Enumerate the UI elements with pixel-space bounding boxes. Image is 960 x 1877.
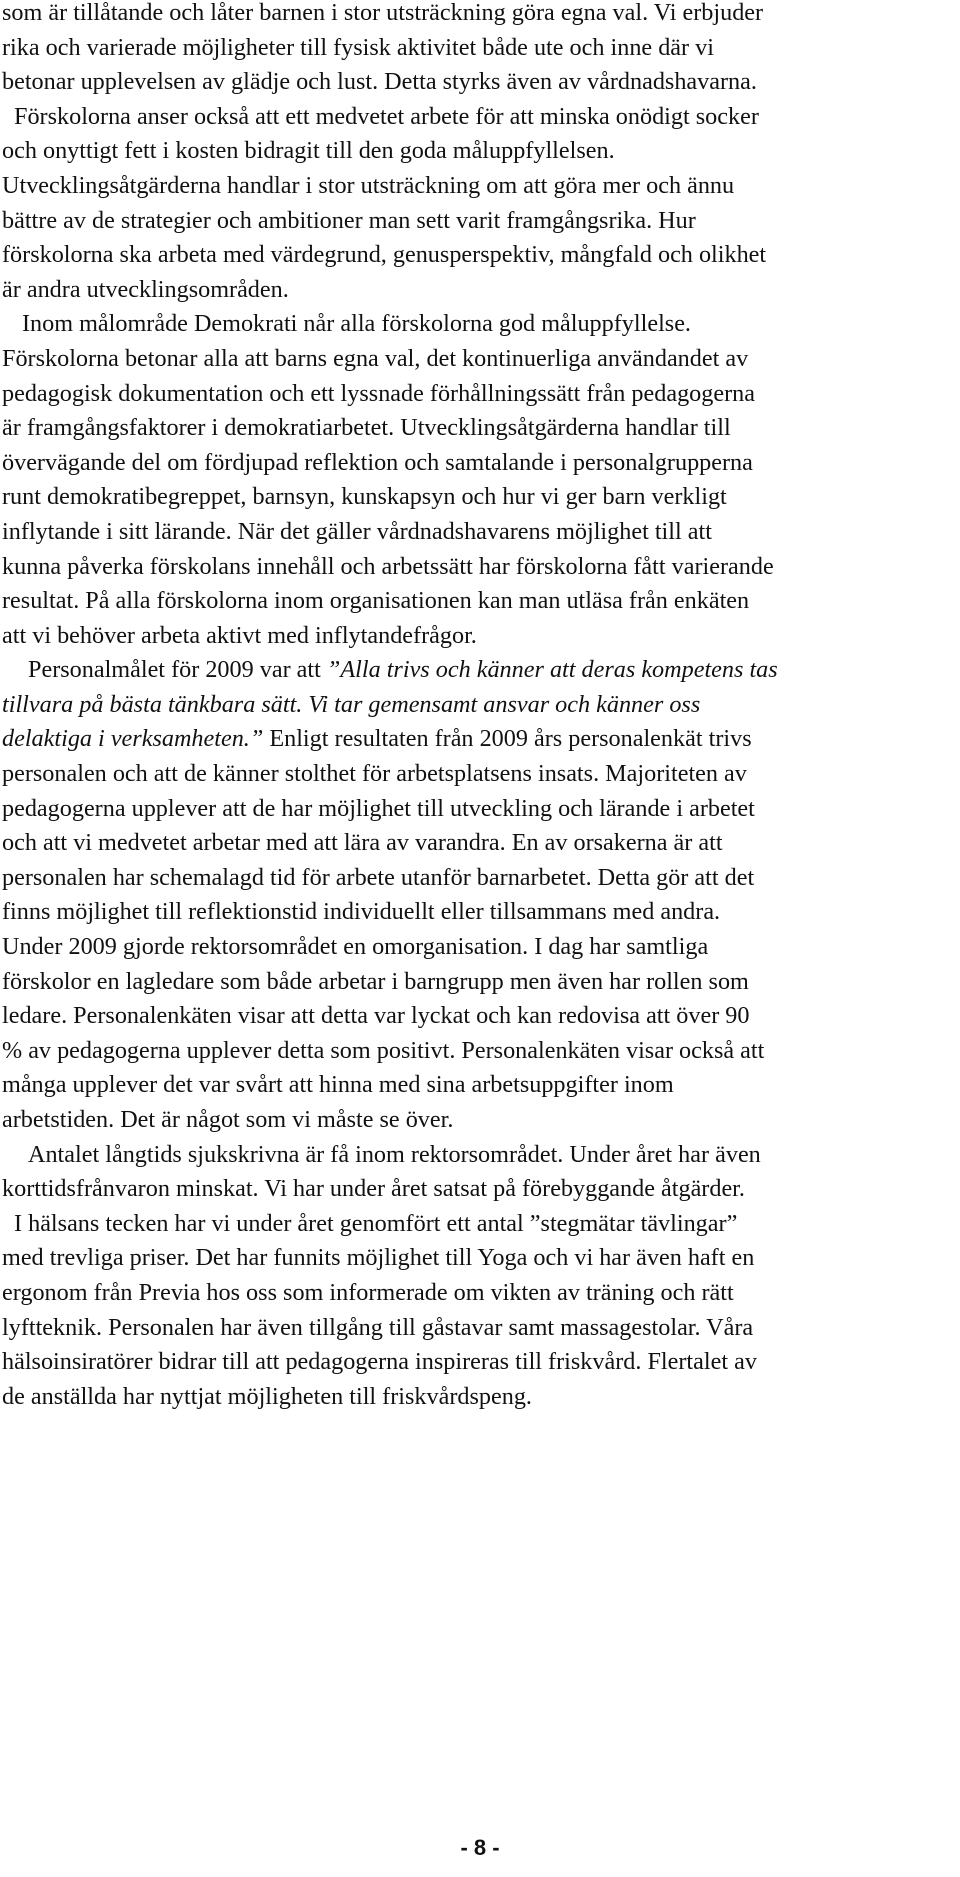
text-line-13: är framgångsfaktorer i demokratiarbetet. Utvecklingsåtgärderna handlar till — [2, 414, 731, 442]
text-line-1: som är tillåtande och låter barnen i stor utsträckning göra egna val. Vi erbjuder — [2, 0, 764, 26]
text-line-32: många upplever det var svårt att hinna med sina arbetsuppgifter inom — [2, 1071, 674, 1099]
text-line-12: pedagogisk dokumentation och ett lyssnade förhållningssätt från pedagogerna — [2, 379, 755, 407]
text-line-40: hälsoinsiratörer bidrar till att pedagogerna inspireras till friskvård. Flertalet av — [2, 1348, 757, 1376]
body-text — [2, 0, 802, 1414]
text-line-21-italic: tillvara på bästa tänkbara sätt. Vi tar gemensamt ansvar och känner oss — [2, 690, 701, 718]
text-line-41: de anställda har nyttjat möjligheten till friskvårdspeng. — [2, 1382, 532, 1410]
text-line-5: och onyttigt fett i kosten bidragit till den goda måluppfyllelsen. — [2, 137, 615, 165]
text-line-10: Inom målområde Demokrati når alla förskolorna god måluppfyllelse. — [22, 310, 691, 338]
text-line-31: % av pedagogerna upplever detta som positivt. Personalenkäten visar också att — [2, 1036, 765, 1064]
text-line-15: runt demokratibegreppet, barnsyn, kunskapsyn och hur vi ger barn verkligt — [2, 483, 727, 511]
text-line-28: Under 2009 gjorde rektorsområdet en omorganisation. I dag har samtliga — [2, 933, 709, 961]
text-line-21 — [2, 688, 802, 723]
text-line-33: arbetstiden. Det är något som vi måste se över. — [2, 1106, 454, 1133]
text-line-35: korttidsfrånvaron minskat. Vi har under året satsat på förebyggande åtgärder. — [2, 1175, 745, 1203]
text-line-22-regular: Enligt resultaten från 2009 års personalenkät trivs — [263, 725, 752, 753]
text-line-30: ledare. Personalenkäten visar att detta var lyckat och kan redovisa att över 90 — [2, 1002, 750, 1030]
page-number: - 8 - — [460, 1835, 500, 1860]
text-line-29: förskolor en lagledare som både arbetar i barngrupp men även har rollen som — [2, 967, 749, 995]
text-line-24: pedagogerna upplever att de har möjlighet till utveckling och lärande i arbetet — [2, 794, 755, 822]
text-line-22 — [2, 722, 802, 757]
text-line-3: betonar upplevelsen av glädje och lust. Detta styrks även av vårdnadshavarna. — [2, 68, 757, 96]
text-line-27: finns möjlighet till reflektionstid individuellt eller tillsammans med andra. — [2, 898, 721, 926]
text-line-6: Utvecklingsåtgärderna handlar i stor utsträckning om att göra mer och ännu — [2, 171, 735, 199]
text-line-20-regular: Personalmålet för 2009 var att — [28, 656, 327, 684]
text-line-20-italic: ”Alla trivs och känner att deras kompetens tas — [326, 656, 778, 684]
text-line-19: att vi behöver arbeta aktivt med inflytandefrågor. — [2, 621, 477, 649]
text-line-39: lyftteknik. Personalen har även tillgång till gåstavar samt massagestolar. Våra — [2, 1313, 754, 1341]
text-line-11: Förskolorna betonar alla att barns egna val, det kontinuerliga användandet av — [2, 344, 749, 372]
text-line-26: personalen har schemalagd tid för arbete utanför barnarbetet. Detta gör att det — [2, 863, 755, 891]
text-line-2: rika och varierade möjligheter till fysisk aktivitet både ute och inne där vi — [2, 33, 714, 61]
text-line-9: är andra utvecklingsområden. — [2, 275, 289, 303]
text-line-18: resultat. På alla förskolorna inom organisationen kan man utläsa från enkäten — [2, 587, 750, 615]
text-line-34: Antalet långtids sjukskrivna är få inom rektorsområdet. Under året har även — [28, 1140, 761, 1168]
text-line-37: med trevliga priser. Det har funnits möjlighet till Yoga och vi har även haft en — [2, 1244, 755, 1272]
text-line-25: och att vi medvetet arbetar med att lära av varandra. En av orsakerna är att — [2, 829, 723, 857]
text-line-4: Förskolorna anser också att ett medvetet arbete för att minska onödigt socker — [14, 102, 759, 130]
text-line-16: inflytande i sitt lärande. När det gäller vårdnadshavarens möjlighet till att — [2, 517, 712, 545]
text-line-22-italic: delaktiga i verksamheten.” — [2, 725, 264, 753]
text-line-14: övervägande del om fördjupad reflektion och samtalande i personalgrupperna — [2, 448, 753, 476]
text-line-8: förskolorna ska arbeta med värdegrund, genusperspektiv, mångfald och olikhet — [2, 241, 767, 269]
text-line-20 — [2, 653, 802, 688]
text-line-7: bättre av de strategier och ambitioner man sett varit framgångsrika. Hur — [2, 206, 696, 234]
text-line-38: ergonom från Previa hos oss som informerade om vikten av träning och rätt — [2, 1278, 734, 1306]
text-line-23: personalen och att de känner stolthet för arbetsplatsens insats. Majoriteten av — [2, 760, 747, 788]
text-line-17: kunna påverka förskolans innehåll och arbetssätt har förskolorna fått varierande — [2, 552, 774, 580]
text-line-36: I hälsans tecken har vi under året genomfört ett antal ”stegmätar tävlingar” — [14, 1209, 738, 1237]
